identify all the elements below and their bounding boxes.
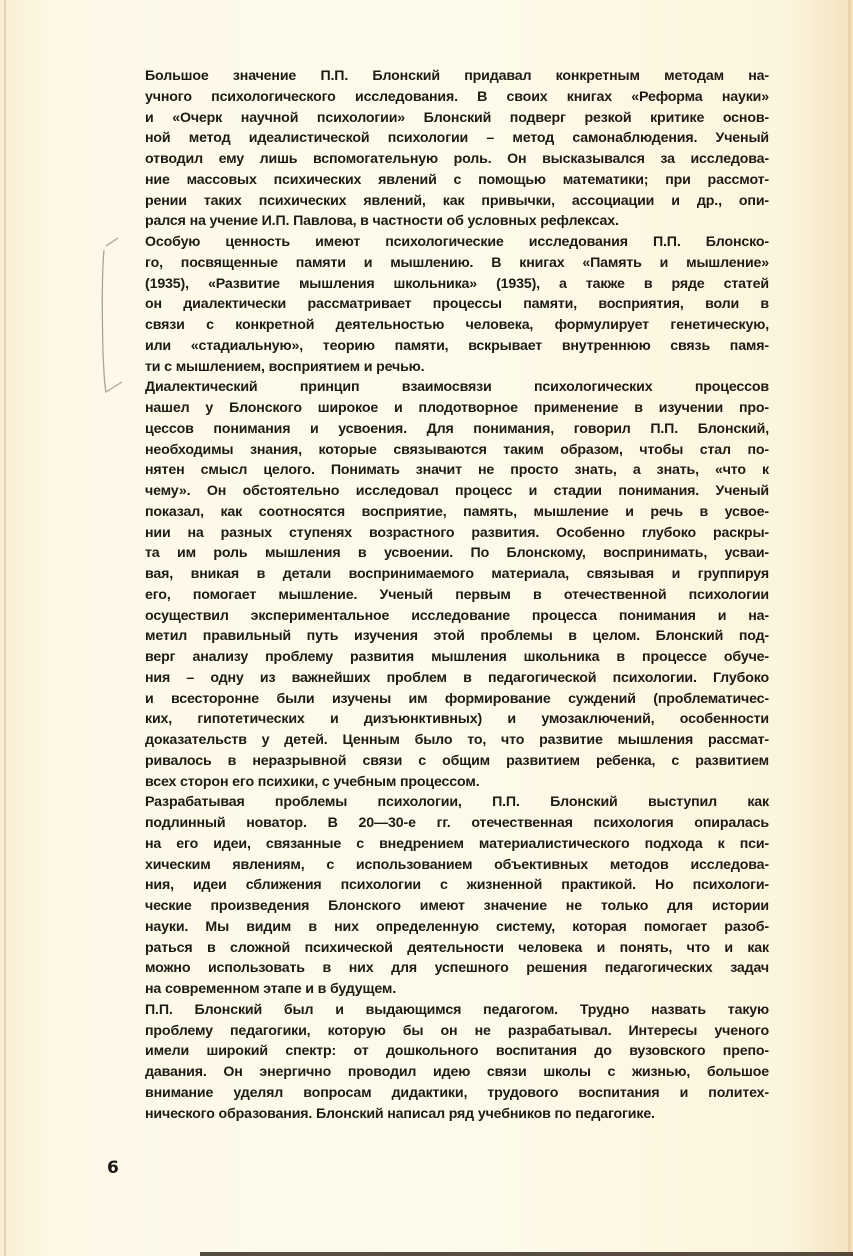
text-line: раться в сложной психической деятельности человека и понять, что и как xyxy=(145,939,769,956)
text-line: П.П. Блонский был и выдающимся педагогом. Трудно назвать такую xyxy=(145,1001,769,1018)
text-line: ти с мышлением, восприятием и речью. xyxy=(145,358,425,375)
text-line: ких, гипотетических и дизъюнктивных) и умозаключений, особенности xyxy=(145,711,769,728)
text-line: (1935), «Развитие мышления школьника» (1935), а также в ряде статей xyxy=(145,275,769,292)
text-line: ной метод идеалистической психологии – метод самонаблюдения. Ученый xyxy=(145,130,769,147)
text-line: необходимы знания, которые связываются таким образом, чтобы стал по- xyxy=(145,441,769,458)
text-line: Разрабатывая проблемы психологии, П.П. Блонский выступил как xyxy=(145,794,769,811)
text-line: нашел у Блонского широкое и плодотворное применение в изучении про- xyxy=(145,400,769,416)
text-line: ние массовых психических явлений с помощью математики; при рассмот- xyxy=(145,171,769,188)
text-line: науки. Мы видим в них определенную систему, которая помогает разоб- xyxy=(145,918,769,935)
text-line: вая, вникая в детали воспринимаемого материала, связывая и группируя xyxy=(145,566,769,582)
text-line: цессов понимания и усвоения. Для понимания, говорил П.П. Блонский, xyxy=(145,420,769,437)
page-number: 6 xyxy=(107,1158,119,1178)
text-line: на современном этапе и в будущем. xyxy=(145,981,397,997)
text-line: он диалектически рассматривает процессы памяти, восприятия, воли в xyxy=(145,296,769,313)
paragraph xyxy=(117,66,769,232)
text-line: всех сторон его психики, с учебным процессом. xyxy=(145,773,480,790)
text-line: Особую ценность имеют психологические исследования П.П. Блонско- xyxy=(145,234,769,250)
text-line: рении таких психических явлений, как привычки, ассоциации и др., опи- xyxy=(145,192,769,209)
body-text xyxy=(117,66,769,1124)
paragraph xyxy=(117,792,769,1000)
text-line: его, помогает мышление. Ученый первым в отечественной психологии xyxy=(145,586,769,603)
text-line: ривалось в неразрывной связи с общим развитием ребенка, с развитием xyxy=(145,752,769,769)
text-line: Большое значение П.П. Блонский придавал конкретным методам на- xyxy=(145,68,769,84)
text-line: нятен смысл целого. Понимать значит не просто знать, а знать, «что к xyxy=(145,462,769,479)
text-line: и всесторонне были изучены им формирование суждений (проблематичес- xyxy=(145,690,769,707)
text-line: проблему педагогики, которую бы он не разрабатывал. Интересы ученого xyxy=(145,1022,769,1039)
text-line: можно использовать в них для успешного решения педагогических задач xyxy=(145,960,769,977)
paragraph xyxy=(117,377,769,792)
text-line: хическим явлениям, с использованием объективных методов исследова- xyxy=(145,856,769,873)
text-line: внимание уделял вопросам дидактики, трудового воспитания и политех- xyxy=(145,1084,769,1101)
text-line: осуществил экспериментальное исследование процесса понимания и на- xyxy=(145,607,769,624)
text-line: давания. Он энергично проводил идею связи школы с жизнью, большое xyxy=(145,1064,769,1080)
text-line: верг анализу проблему развития мышления школьника в процессе обуче- xyxy=(145,649,769,665)
text-line: нии на разных ступенях возрастного развития. Особенно глубоко раскры- xyxy=(145,524,769,541)
text-line: или «стадиальную», теорию памяти, вскрывает внутреннюю связь памя- xyxy=(145,337,769,354)
text-line: на его идеи, связанные с внедрением материалистического подхода к пси- xyxy=(145,835,769,852)
page-edge-left xyxy=(4,0,6,1256)
text-line: показал, как соотносятся восприятие, память, мышление и речь в усвое- xyxy=(145,503,769,520)
text-line: отводил ему лишь вспомогательную роль. Он высказывался за исследова- xyxy=(145,151,769,167)
text-line: связи с конкретной деятельностью человека, формулирует генетическую, xyxy=(145,317,769,333)
text-line: ния, идеи сближения психологии с жизненной практикой. Но психологи- xyxy=(145,877,769,894)
page-edge-bottom xyxy=(200,1252,853,1256)
text-line: подлинный новатор. В 20—30-е гг. отечественная психология опиралась xyxy=(145,815,769,831)
text-line: чему». Он обстоятельно исследовал процесс и стадии понимания. Ученый xyxy=(145,483,769,499)
text-line: учного психологического исследования. В своих книгах «Реформа науки» xyxy=(145,88,769,105)
text-line: доказательств у детей. Ценным было то, что развитие мышления рассмат- xyxy=(145,732,769,748)
text-line: нического образования. Блонский написал ряд учебников по педагогике. xyxy=(145,1105,655,1122)
text-line: метил правильный путь изучения этой проблемы в целом. Блонский под- xyxy=(145,628,769,645)
text-line: Диалектический принцип взаимосвязи психологических процессов xyxy=(145,379,769,396)
page-edge-right xyxy=(848,0,851,1256)
text-line: ческие произведения Блонского имеют значение не только для истории xyxy=(145,898,769,914)
text-line: ния – одну из важнейших проблем в педагогической психологии. Глубоко xyxy=(145,669,769,686)
text-line: и «Очерк научной психологии» Блонский подверг резкой критике основ- xyxy=(145,109,769,126)
text-line: го, посвященные памяти и мышлению. В книгах «Память и мышление» xyxy=(145,254,769,271)
text-line: рался на учение И.П. Павлова, в частности об условных рефлексах. xyxy=(145,213,619,230)
text-line: имели широкий спектр: от дошкольного воспитания до вузовского препо- xyxy=(145,1043,769,1060)
paragraph xyxy=(117,1000,769,1125)
text-line: та им роль мышления в усвоении. По Блонскому, воспринимать, усваи- xyxy=(145,545,769,562)
paragraph xyxy=(117,232,769,377)
